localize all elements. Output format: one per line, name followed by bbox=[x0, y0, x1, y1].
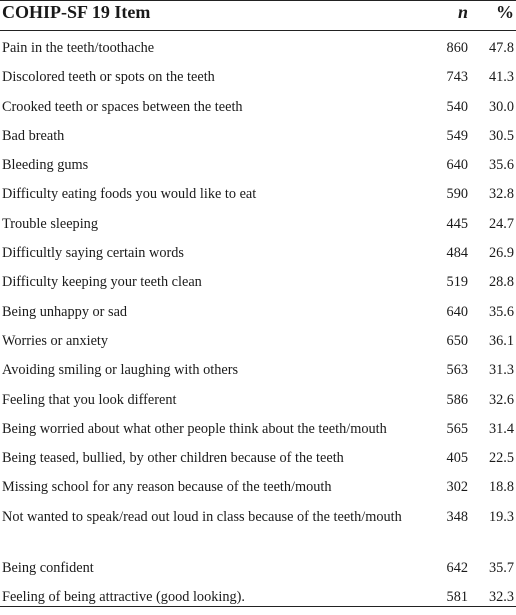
row-n: 519 bbox=[446, 274, 468, 291]
table-header-rule bbox=[0, 30, 516, 31]
row-item: Discolored teeth or spots on the teeth bbox=[2, 69, 215, 86]
row-item: Missing school for any reason because of the teeth/mouth bbox=[2, 479, 332, 496]
row-item: Avoiding smiling or laughing with others bbox=[2, 362, 239, 379]
table-row bbox=[0, 418, 516, 447]
table-row bbox=[0, 271, 516, 300]
row-item: Being worried about what other people think about the teeth/mouth bbox=[2, 420, 387, 437]
row-item: Difficulty eating foods you would like to eat bbox=[2, 186, 257, 203]
table-row bbox=[0, 301, 516, 330]
row-n: 302 bbox=[446, 479, 468, 496]
header-n: n bbox=[457, 2, 468, 22]
row-n: 563 bbox=[446, 362, 468, 379]
row-item: Trouble sleeping bbox=[2, 215, 98, 232]
row-percent: 31.4 bbox=[488, 420, 514, 437]
row-percent: 31.3 bbox=[488, 362, 514, 379]
table-row bbox=[0, 330, 516, 359]
table-row bbox=[0, 242, 516, 271]
table-row bbox=[0, 183, 516, 212]
row-item: Pain in the teeth/toothache bbox=[2, 40, 155, 56]
row-n: 348 bbox=[446, 508, 468, 525]
table-row bbox=[0, 66, 516, 95]
row-percent: 18.8 bbox=[488, 479, 514, 496]
header-percent: % bbox=[496, 2, 514, 22]
row-percent: 19.3 bbox=[488, 508, 514, 525]
row-n: 405 bbox=[446, 450, 468, 467]
row-n: 586 bbox=[446, 391, 468, 408]
table-bottom-rule bbox=[0, 606, 516, 607]
row-n: 642 bbox=[446, 559, 468, 576]
row-percent: 32.3 bbox=[488, 589, 514, 606]
row-percent: 36.1 bbox=[488, 332, 514, 349]
table-row bbox=[0, 213, 516, 242]
row-percent: 35.7 bbox=[488, 559, 514, 576]
row-item: Bleeding gums bbox=[2, 157, 89, 174]
row-percent: 32.6 bbox=[488, 391, 514, 408]
row-percent: 47.8 bbox=[488, 40, 514, 56]
header-item: COHIP-SF 19 Item bbox=[2, 2, 151, 22]
row-item: Being unhappy or sad bbox=[2, 303, 128, 320]
row-n: 484 bbox=[446, 245, 468, 262]
row-n: 860 bbox=[446, 40, 468, 56]
row-item: Difficulty keeping your teeth clean bbox=[2, 274, 202, 291]
table-row bbox=[0, 125, 516, 154]
row-n: 590 bbox=[446, 186, 468, 203]
row-item: Being teased, bullied, by other children because of the teeth bbox=[2, 450, 344, 467]
row-item: Feeling that you look different bbox=[2, 391, 177, 408]
row-percent: 32.8 bbox=[488, 186, 514, 203]
row-item: Bad breath bbox=[2, 127, 65, 144]
row-percent: 26.9 bbox=[488, 245, 514, 262]
row-n: 445 bbox=[446, 215, 468, 232]
row-n: 540 bbox=[446, 98, 468, 115]
row-percent: 22.5 bbox=[488, 450, 514, 467]
table-row bbox=[0, 389, 516, 418]
table-body bbox=[0, 37, 516, 615]
row-item: Not wanted to speak/read out loud in class because of the teeth/mouth bbox=[2, 508, 402, 525]
row-percent: 41.3 bbox=[488, 69, 514, 86]
row-percent: 30.5 bbox=[488, 127, 514, 144]
table-row bbox=[0, 359, 516, 388]
row-item: Feeling of being attractive (good looking). bbox=[2, 589, 245, 606]
table-row bbox=[0, 96, 516, 125]
row-percent: 35.6 bbox=[488, 157, 514, 174]
row-n: 581 bbox=[446, 589, 468, 606]
row-percent: 24.7 bbox=[488, 215, 514, 232]
row-item: Crooked teeth or spaces between the teeth bbox=[2, 98, 243, 115]
table-row bbox=[0, 37, 516, 66]
table-row bbox=[0, 586, 516, 615]
table-header bbox=[0, 0, 516, 30]
table-row bbox=[0, 557, 516, 586]
table-row bbox=[0, 506, 516, 557]
row-n: 565 bbox=[446, 420, 468, 437]
table-row bbox=[0, 154, 516, 183]
table-row bbox=[0, 447, 516, 476]
row-n: 640 bbox=[446, 157, 468, 174]
row-item: Difficultly saying certain words bbox=[2, 245, 184, 262]
row-n: 650 bbox=[446, 332, 468, 349]
table-row bbox=[0, 476, 516, 505]
row-percent: 28.8 bbox=[488, 274, 514, 291]
row-n: 549 bbox=[446, 127, 468, 144]
row-n: 743 bbox=[446, 69, 468, 86]
row-n: 640 bbox=[446, 303, 468, 320]
row-percent: 30.0 bbox=[488, 98, 514, 115]
row-item: Worries or anxiety bbox=[2, 332, 109, 349]
row-percent: 35.6 bbox=[488, 303, 514, 320]
row-item: Being confident bbox=[2, 559, 94, 576]
